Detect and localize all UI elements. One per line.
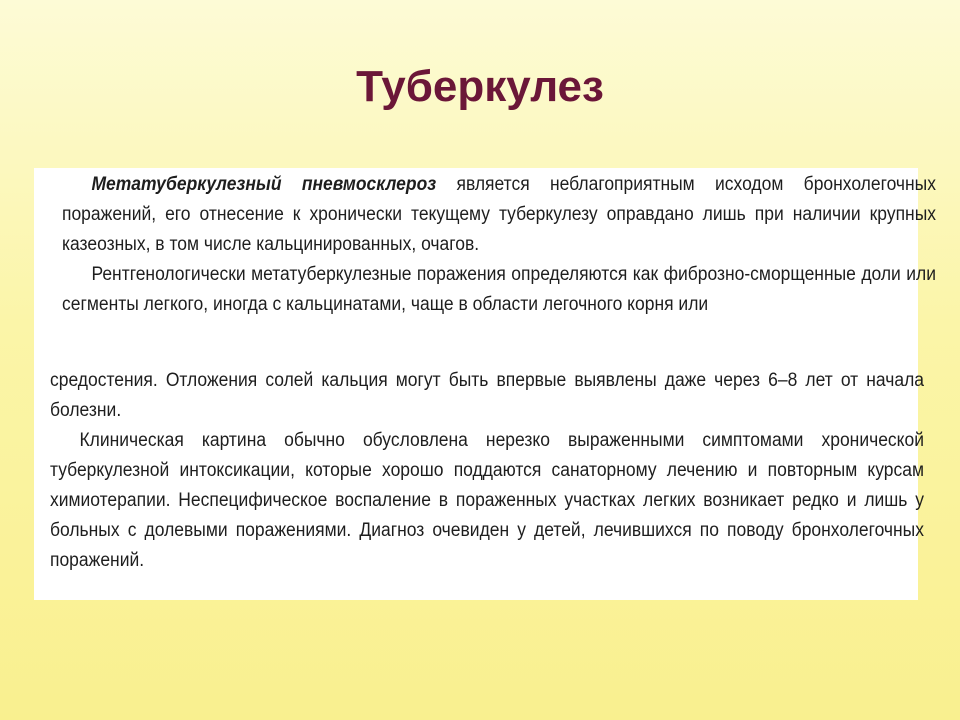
- paragraph-radiology-part1: Рентгенологически метатуберкулезные поражения определяются как фиброзно-сморщенные доли или сегменты легкого, иногда с кальцинатами, чаще в области легочного корня или: [62, 264, 936, 315]
- paragraph-body: является неблагоприятным исходом бронхолегочных поражений, его отнесение к хронически текущему туберкулезу оправдано лишь при наличии крупных казеозных, в том числе кальцинированных, очагов.: [62, 174, 936, 255]
- paragraph-pneumosclerosis: [62, 170, 936, 260]
- paragraph-clinical-picture: Клиническая картина обычно обусловлена нерезко выраженными симптомами хронической туберкулезной интоксикации, которые хорошо поддаются санаторному лечению и повторным курсам химиотерапии. Неспецифическое воспаление в пораженных участках легких возникает редко и лишь у больных с долевыми поражениями. Диагноз очевиден у детей, лечившихся по поводу бронхолегочных поражений.: [50, 430, 924, 571]
- scan-upper-block: [62, 170, 936, 320]
- scanned-text-image: [34, 168, 936, 600]
- scan-lower-block: [50, 366, 924, 576]
- slide-title: Туберкулез: [356, 62, 604, 111]
- paragraph-emphasis: Метатуберкулезный пневмосклероз: [91, 174, 437, 195]
- paragraph-radiology-part2: средостения. Отложения солей кальция могут быть впервые выявлены даже через 6–8 лет от начала болезни.: [50, 370, 924, 421]
